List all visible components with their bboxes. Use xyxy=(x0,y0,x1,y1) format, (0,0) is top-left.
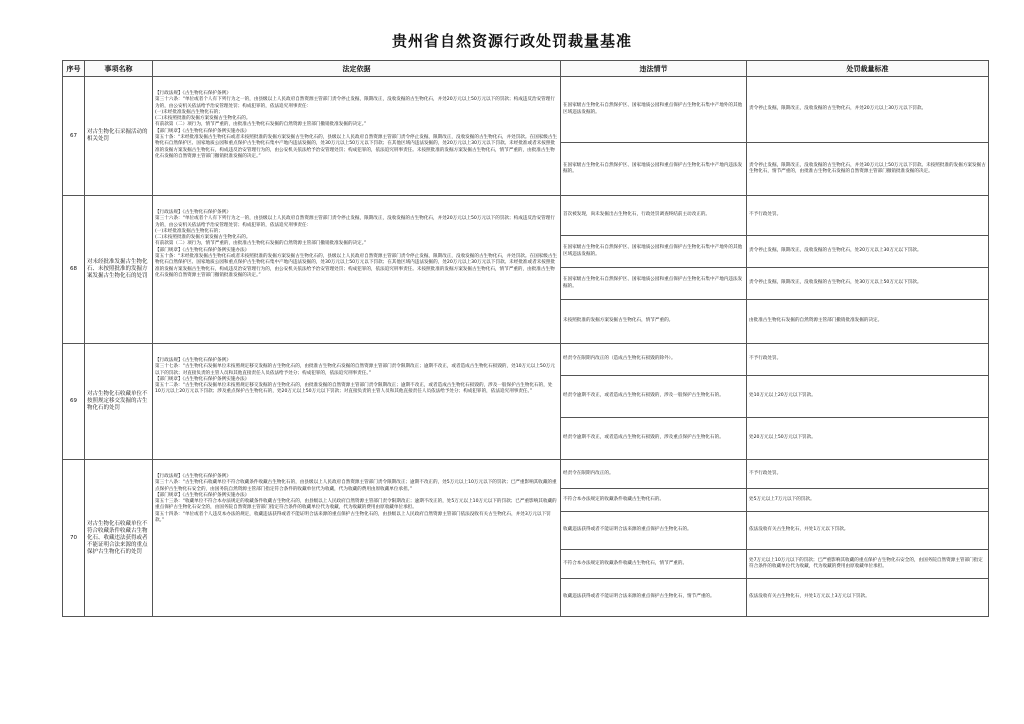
legal-basis-paragraph: 【行政法规】《古生物化石保护条例》 xyxy=(155,91,231,96)
item-name: 对古生物化石收藏单位不按照规定移交发掘的古生物化石的处罚 xyxy=(85,344,153,460)
legal-basis-paragraph: 【行政法规】《古生物化石保护条例》 xyxy=(155,210,231,215)
violation-circumstance: 首次被发现，尚未发掘出古生物化石，行政处罚调查终结前主动改正的。 xyxy=(561,196,747,236)
item-name: 对古生物化石采掘活动的相关处罚 xyxy=(85,77,153,196)
header-penalty-standard: 处罚裁量标准 xyxy=(747,61,989,77)
page-title: 贵州省自然资源行政处罚裁量基准 xyxy=(391,32,632,50)
penalty-standard: 不予行政处罚。 xyxy=(747,344,989,376)
legal-basis-paragraph: 第三十六条：“单位或者个人有下列行为之一的，由县级以上人民政府自然资源主管部门责令停止发掘，限期改正，没收发掘的古生物化石，并处20万元以上50万元以下的罚款；构成违反治安管理行为的，由公安机关依法给予治安管理处罚；构成犯罪的，依法追究刑事责任： xyxy=(155,97,555,109)
violation-circumstance: 不符合本办法规定的收藏条件收藏古生物化石，情节严重的。 xyxy=(561,550,747,579)
table-row xyxy=(63,77,989,143)
violation-circumstance: 经责令在限期内改正的。 xyxy=(561,460,747,489)
legal-basis xyxy=(153,344,561,460)
legal-basis-paragraph: 第五十条：“未经批准发掘古生物化石或者未按照批准的发掘方案发掘古生物化石的，县级以上人民政府自然资源主管部门责令停止发掘，限期改正，没收发掘的古生物化石，并处罚款。在国家级古生物化石自然保护区、国家地质公园和重点保护古生物化石集中产地内违法发掘的，处30万元以上50万元以下罚款；在其他区域内违法发掘的，处20万元以上30万元以下罚款。未经批准或者未按照批准的发掘方案发掘古生物化石，构成违反治安管理行为的，由公安机关依法给予治安管理处罚；构成犯罪的，依法追究刑事责任。未按照批准的发掘方案发掘古生物化石，情节严重的，由批准古生物化石发掘的自然资源主管部门撤销批准发掘的决定。” xyxy=(155,254,558,278)
legal-basis-paragraph: 【部门规章】《古生物化石保护条例实施办法》 xyxy=(155,247,250,253)
penalty-table xyxy=(62,60,989,617)
penalty-standard: 责令停止发掘，限期改正，没收发掘的古生物化石，处20万元以上30万元以下罚款。 xyxy=(747,236,989,268)
header-circumstances: 违法情节 xyxy=(561,61,747,77)
violation-circumstance: 不符合本办法规定的收藏条件收藏古生物化石的。 xyxy=(561,489,747,512)
violation-circumstance: 收藏违法获得或者不能证明合法来源的重点保护古生物化石的。 xyxy=(561,512,747,550)
legal-basis-paragraph: 有前款第（二）项行为，情节严重的，由批准古生物化石发掘的自然资源主管部门撤销批准发掘的决定。” xyxy=(155,122,367,128)
penalty-standard: 由批准古生物化石发掘的自然资源主管部门撤销批准发掘的决定。 xyxy=(747,300,989,344)
header-legal-basis: 法定依据 xyxy=(153,61,561,77)
violation-circumstance: 未按照批准的发掘方案发掘古生物化石，情节严重的。 xyxy=(561,300,747,344)
legal-basis-paragraph: (一)未经批准发掘古生物化石的； xyxy=(155,228,223,234)
penalty-standard: 处7万元以上10万元以下的罚款；已严重影响其收藏的重点保护古生物化石安全的，由国务院自然资源主管部门指定符合条件的收藏单位代为收藏，代为收藏的费用由原收藏单位承担。 xyxy=(747,550,989,579)
legal-basis xyxy=(153,196,561,344)
penalty-standard: 责令停止发掘，限期改正，没收发掘的古生物化石，并处30万元以上50万元以下罚款。未按照批准的发掘方案发掘古生物化石，情节严重的，由批准古生物化石发掘的自然资源主管部门撤销批准发掘的决定。 xyxy=(747,143,989,196)
penalty-standard: 处10万元以上20万元以下罚款。 xyxy=(747,376,989,418)
violation-circumstance: 经责令逾期不改正，或者造成古生物化石损毁的，涉及一般保护古生物化石的。 xyxy=(561,376,747,418)
violation-circumstance: 收藏违法获得或者不能证明合法来源的重点保护古生物化石，情节严重的。 xyxy=(561,579,747,617)
legal-basis-paragraph: 第三十六条：“单位或者个人有下列行为之一的，由县级以上人民政府自然资源主管部门责令停止发掘，限期改正，没收发掘的古生物化石，并处20万元以上50万元以下的罚款；构成违反治安管理行为的，由公安机关依法给予治安管理处罚；构成犯罪的，依法追究刑事责任： xyxy=(155,216,555,228)
penalty-standard: 责令停止发掘，限期改正，没收发掘的古生物化石，并处20万元以上30万元以下罚款。 xyxy=(747,77,989,143)
legal-basis-paragraph: (二)未按照批准的发掘方案发掘古生物化石的。 xyxy=(155,235,251,241)
item-name: 对古生物化石收藏单位不符合收藏条件收藏古生物化石、收藏违法获得或者不能证明合法来源的重点保护古生物化石的处罚 xyxy=(85,460,153,617)
row-number: 67 xyxy=(63,77,85,196)
legal-basis-paragraph: 有前款第（二）项行为，情节严重的，由批准古生物化石发掘的自然资源主管部门撤销批准发掘的决定。” xyxy=(155,241,367,247)
legal-basis-paragraph: 第三十八条：“古生物化石收藏单位不符合收藏条件收藏古生物化石的，由县级以上人民政府自然资源主管部门责令限期改正；逾期不改正的，处5万元以上10万元以下的罚款；已严重影响其收藏的重点保护古生物化石安全的，由国务院自然资源主管部门指定符合条件的收藏单位代为收藏，代为收藏的费用由原收藏单位承担。” xyxy=(155,480,557,492)
header-num: 序号 xyxy=(63,61,85,77)
row-number: 70 xyxy=(63,460,85,617)
legal-basis xyxy=(153,460,561,617)
legal-basis-paragraph: 【部门规章】《古生物化石保护条例实施办法》 xyxy=(155,128,250,134)
header-item-name: 事项名称 xyxy=(85,61,153,77)
penalty-standard: 责令停止发掘，限期改正，没收发掘的古生物化石，处30万元以上50万元以下罚款。 xyxy=(747,268,989,300)
legal-basis-paragraph: 第五十条：“未经批准发掘古生物化石或者未按照批准的发掘方案发掘古生物化石的，县级以上人民政府自然资源主管部门责令停止发掘，限期改正，没收发掘的古生物化石，并处罚款。在国家级古生物化石自然保护区、国家地质公园和重点保护古生物化石集中产地内违法发掘的，处30万元以上50万元以下罚款；在其他区域内违法发掘的，处20万元以上30万元以下罚款。未经批准或者未按照批准的发掘方案发掘古生物化石，构成违反治安管理行为的，由公安机关依法给予治安管理处罚；构成犯罪的，依法追究刑事责任。未按照批准的发掘方案发掘古生物化石，情节严重的，由批准古生物化石发掘的自然资源主管部门撤销批准发掘的决定。” xyxy=(155,135,558,159)
table-row xyxy=(63,344,989,376)
violation-circumstance: 在国家级古生物化石自然保护区、国家地质公园和重点保护古生物化石集中产地外的其他区域违法发掘的。 xyxy=(561,77,747,143)
table-row xyxy=(63,460,989,489)
penalty-standard: 处5万元以上7万元以下的罚款。 xyxy=(747,489,989,512)
legal-basis-paragraph: (二)未按照批准的发掘方案发掘古生物化石的。 xyxy=(155,116,251,122)
penalty-standard: 依法没收有关古生物化石，并处1万元以下罚款。 xyxy=(747,512,989,550)
violation-circumstance: 在国家级古生物化石自然保护区、国家地质公园和重点保护古生物化石集中产地内违法发掘的。 xyxy=(561,143,747,196)
penalty-standard: 处20万元以上50万元以下罚款。 xyxy=(747,418,989,460)
item-name: 对未经批准发掘古生物化石、未按照批准的发掘方案发掘古生物化石的处罚 xyxy=(85,196,153,344)
table-row xyxy=(63,196,989,236)
penalty-standard: 不予行政处罚。 xyxy=(747,460,989,489)
legal-basis-paragraph: 【行政法规】《古生物化石保护条例》 xyxy=(155,358,231,363)
legal-basis-paragraph: 第三十七条：“古生物化石发掘单位未按照规定移交发掘的古生物化石的，由批准古生物化石发掘的自然资源主管部门责令限期改正；逾期不改正，或者造成古生物化石损毁的，处10万元以上50万元以下的罚款；对直接负责的主管人员和其他直接责任人员依法给予处分；构成犯罪的，依法追究刑事责任。” xyxy=(155,364,555,376)
legal-basis-paragraph: (一)未经批准发掘古生物化石的； xyxy=(155,109,223,115)
violation-circumstance: 在国家级古生物化石自然保护区、国家地质公园和重点保护古生物化石集中产地内违法发掘的。 xyxy=(561,268,747,300)
penalty-standard: 不予行政处罚。 xyxy=(747,196,989,236)
table-header-row xyxy=(63,61,989,77)
legal-basis xyxy=(153,77,561,196)
legal-basis-paragraph: 第五十二条：“古生物化石发掘单位未按照规定移交发掘的古生物化石的，由批准发掘的自然资源主管部门责令限期改正；逾期不改正，或者造成古生物化石损毁的，涉及一般保护古生物化石的，处10万元以上20万元以下罚款；涉及重点保护古生物化石的，处20万元以上50万元以下罚款；对直接负责的主管人员和其他直接责任人员依法给予处分；构成犯罪的，依法追究刑事责任。” xyxy=(155,383,553,395)
violation-circumstance: 经责令在限期内改正的（造成古生物化石损毁的除外）。 xyxy=(561,344,747,376)
violation-circumstance: 经责令逾期不改正，或者造成古生物化石损毁的，涉及重点保护古生物化石的。 xyxy=(561,418,747,460)
legal-basis-paragraph: 【行政法规】《古生物化石保护条例》 xyxy=(155,474,231,479)
violation-circumstance: 在国家级古生物化石自然保护区、国家地质公园和重点保护古生物化石集中产地外的其他区域违法发掘的。 xyxy=(561,236,747,268)
legal-basis-paragraph: 第五十四条：“单位或者个人违反本办法的规定，收藏违法获得或者不能证明合法来源的重点保护古生物化石的，由县级以上人民政府自然资源主管部门依法没收有关古生物化石，并处3万元以下罚款。” xyxy=(155,511,551,524)
row-number: 68 xyxy=(63,196,85,344)
penalty-standard: 依法没收有关古生物化石，并处1万元以上3万元以下罚款。 xyxy=(747,579,989,617)
row-number: 69 xyxy=(63,344,85,460)
legal-basis-paragraph: 第五十三条：“收藏单位不符合本办法规定的收藏条件收藏古生物化石的，由县级以上人民政府自然资源主管部门责令限期改正；逾期不改正的，处5万元以上10万元以下的罚款；已严重影响其收藏的重点保护古生物化石安全的，由国务院自然资源主管部门指定符合条件的收藏单位代为收藏，代为收藏的费用由原收藏单位承担。 xyxy=(155,499,557,511)
legal-basis-paragraph: 【部门规章】《古生物化石保护条例实施办法》 xyxy=(155,376,250,382)
legal-basis-paragraph: 【部门规章】《古生物化石保护条例实施办法》 xyxy=(155,492,250,498)
